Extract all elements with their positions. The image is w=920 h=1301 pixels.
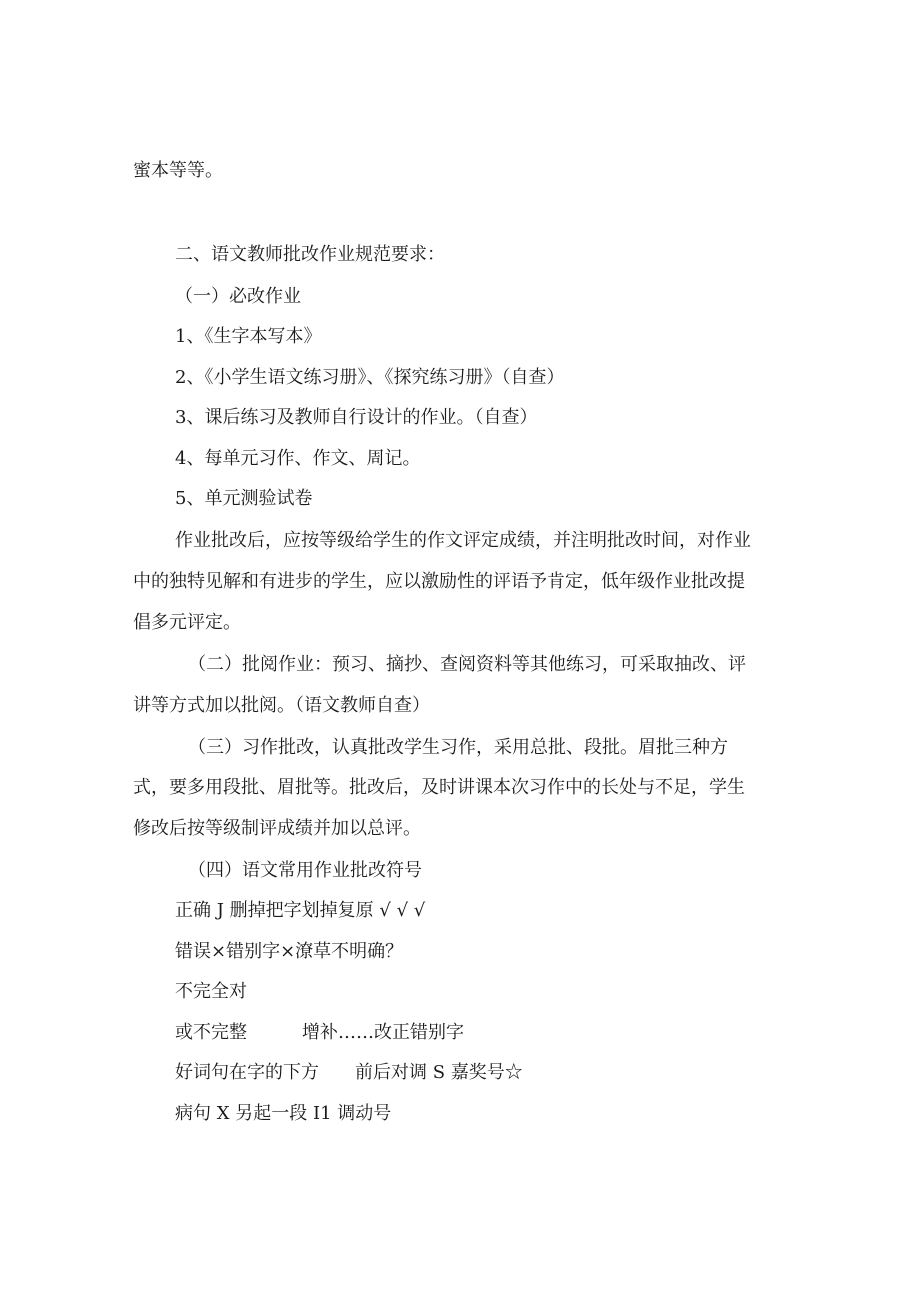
section-heading: 二、语文教师批改作业规范要求： [175,244,445,265]
list-item: 2、《小学生语文练习册》、《探究练习册》（自查） [175,367,565,388]
symbol-line: 前后对调 S 嘉奖号☆ [355,1062,523,1083]
symbol-line: 增补……改正错别字 [302,1022,464,1043]
subsection-heading: （四）语文常用作业批改符号 [188,860,422,881]
list-item: 3、课后练习及教师自行设计的作业。（自查） [175,407,538,428]
paragraph-line: 倡多元评定。 [133,612,241,633]
continued-text: 蜜本等等。 [133,160,223,181]
symbol-line: 病句 X 另起一段 I1 调动号 [175,1103,392,1124]
paragraph-line: （三）习作批改，认真批改学生习作，采用总批、段批。眉批三种方 [188,737,728,758]
list-item: 4、每单元习作、作文、周记。 [175,448,421,469]
symbol-line: 不完全对 [175,981,247,1002]
list-item: 1、《生字本写本》 [175,326,322,347]
subsection-heading: （一）必改作业 [175,286,301,307]
paragraph-line: 式，要多用段批、眉批等。批改后，及时讲课本次习作中的长处与不足，学生 [133,777,745,798]
paragraph-line: 修改后按等级制评成绩并加以总评。 [133,818,421,839]
symbol-line: 错误×错别字×潦草不明确？ [175,941,404,962]
paragraph-line: 讲等方式加以批阅。（语文教师自查） [133,695,430,716]
symbol-line: 或不完整 [175,1022,247,1043]
paragraph-line: 作业批改后，应按等级给学生的作文评定成绩，并注明批改时间，对作业 [175,530,751,551]
paragraph-line: 中的独特见解和有进步的学生，应以激励性的评语予肯定，低年级作业批改提 [133,571,745,592]
list-item: 5、单元测验试卷 [175,488,313,509]
paragraph-line: （二）批阅作业：预习、摘抄、查阅资料等其他练习，可采取抽改、评 [188,654,746,675]
symbol-line: 好词句在字的下方 [175,1062,319,1083]
symbol-line: 正确 J 删掉把字划掉复原 √ √ √ [175,900,426,921]
